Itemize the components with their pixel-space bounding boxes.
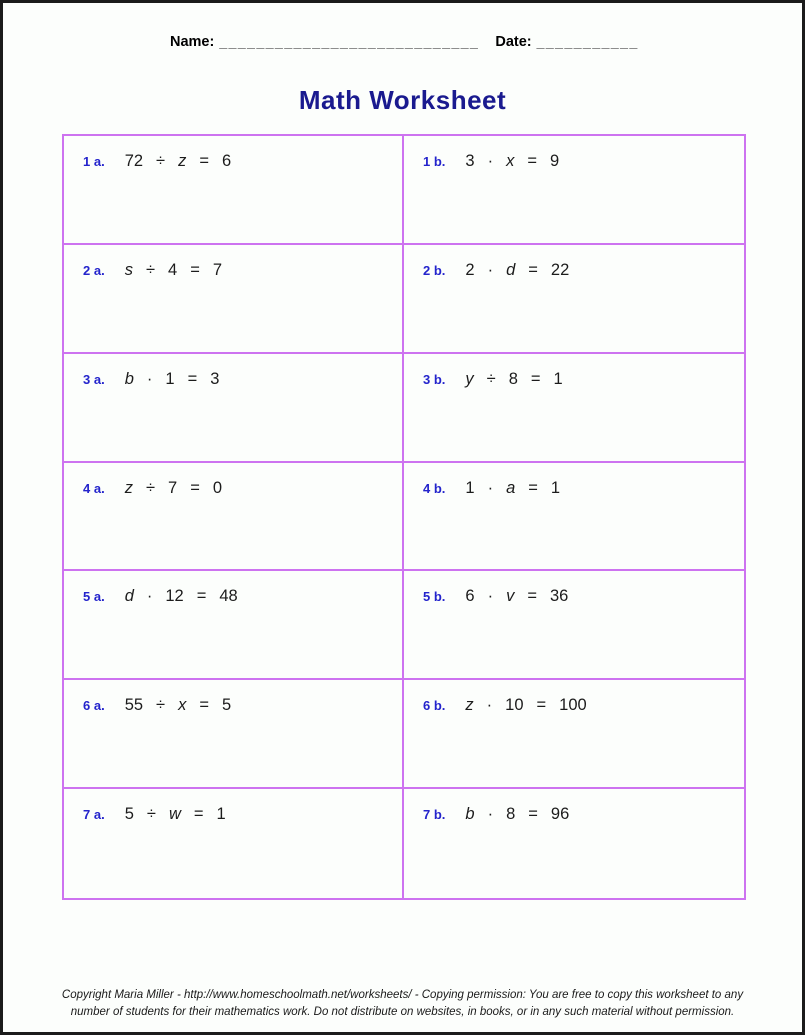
page-title: Math Worksheet (298, 85, 507, 115)
problem-cell (64, 354, 404, 463)
problem-label: 2 b. (423, 262, 446, 278)
problem-equation: d · 12 = 48 (124, 587, 238, 606)
problem-cell (404, 571, 744, 680)
problem-equation: z · 10 = 100 (465, 696, 587, 715)
problem-label: 7 b. (423, 807, 446, 823)
problem-equation: b · 8 = 96 (465, 805, 570, 824)
problem-cell (404, 463, 744, 572)
problem-cell (404, 354, 744, 463)
problem-equation: z ÷ 7 = 0 (124, 478, 223, 497)
problem-cell (64, 680, 404, 789)
problem-equation: 72 ÷ z = 6 (124, 152, 232, 170)
problem-label: 6 b. (423, 698, 446, 714)
problem-equation: 6 · v = 36 (465, 587, 569, 606)
header (170, 33, 639, 50)
name-label: Name: (170, 34, 215, 50)
problem-cell (64, 463, 404, 572)
problem-equation: 1 · a = 1 (465, 478, 561, 497)
problem-label: 1 b. (423, 154, 446, 169)
footer (3, 987, 802, 1021)
problem-equation: b · 1 = 3 (124, 369, 220, 388)
problem-equation: 5 ÷ w = 1 (124, 805, 226, 824)
problem-equation: s ÷ 4 = 7 (124, 260, 223, 279)
problem-cell (404, 680, 744, 789)
problem-equation: 2 · d = 22 (465, 260, 570, 279)
problem-equation: 3 · x = 9 (465, 152, 560, 170)
problem-label: 6 a. (83, 698, 105, 714)
problem-label: 5 b. (423, 589, 446, 605)
problem-label: 1 a. (83, 154, 105, 169)
name-blank-line: ____________________________ (219, 33, 480, 49)
problem-cell (404, 789, 744, 898)
date-label: Date: (495, 34, 532, 50)
problem-cell (404, 245, 744, 354)
problem-equation: y ÷ 8 = 1 (465, 369, 563, 388)
problem-label: 7 a. (83, 807, 105, 823)
problem-cell (64, 571, 404, 680)
problem-label: 3 b. (423, 371, 446, 387)
problem-cell (64, 789, 404, 898)
problem-equation: 55 ÷ x = 5 (124, 696, 232, 715)
problem-label: 4 a. (83, 480, 105, 496)
problem-label: 3 a. (83, 371, 105, 387)
problem-label: 4 b. (423, 480, 446, 496)
problem-cell (404, 136, 744, 245)
problems-grid (62, 134, 746, 900)
problem-label: 5 a. (83, 589, 105, 605)
footer-line-2: number of students for their mathematics work. Do not distribute on websites, in books, or in any such material without permission. (70, 1006, 735, 1018)
problem-cell (64, 136, 404, 245)
problem-cell (64, 245, 404, 354)
date-blank-line: ___________ (536, 33, 639, 49)
footer-line-1: Copyright Maria Miller - http://www.homeschoolmath.net/worksheets/ - Copying permission: You are free to copy this worksheet to any (61, 989, 744, 1001)
problem-label: 2 a. (83, 262, 105, 278)
